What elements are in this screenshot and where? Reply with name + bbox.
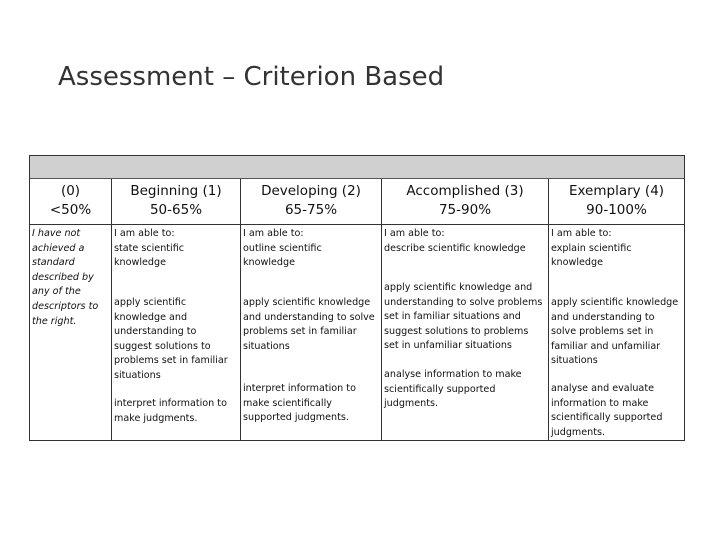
descriptor-cell: apply scientific knowledge and understanding to solve problems set in familiar situations	[243, 297, 375, 352]
descriptor-cell: interpret information to make scientifically supported judgments.	[243, 383, 356, 424]
column-header	[382, 179, 548, 225]
rubric-column-3	[382, 179, 549, 440]
rubric-table	[29, 155, 685, 441]
descriptor-cell: analyse and evaluate information to make scientifically supported judgments.	[551, 383, 663, 438]
descriptor-cell: I am able to: state scientific knowledge	[114, 228, 185, 269]
rubric-column-4	[549, 179, 684, 440]
level-label: Developing (2)	[261, 183, 361, 199]
level-range: 65-75%	[284, 202, 338, 218]
descriptor-cell: apply scientific knowledge and understanding to solve problems set in familiar situations and suggest solutions to problems set in unfamiliar situations	[384, 282, 543, 352]
level-range: 90-100%	[586, 202, 647, 218]
rubric-column-0	[30, 179, 112, 440]
descriptor-cell: I am able to: explain scientific knowledge	[551, 228, 632, 269]
descriptor-cell: apply scientific knowledge and understanding to solve problems set in familiar and unfamiliar situations	[551, 297, 679, 367]
level-range: 75-90%	[438, 202, 492, 218]
level-label: Accomplished (3)	[406, 183, 524, 199]
descriptor-cell: analyse information to make scientifically supported judgments.	[384, 369, 522, 410]
descriptor-cell: apply scientific knowledge and understanding to suggest solutions to problems set in familiar situations	[114, 297, 228, 381]
rubric-column-1	[112, 179, 241, 440]
level-range: 50-65%	[149, 202, 203, 218]
column-header	[30, 179, 111, 225]
level-label: Exemplary (4)	[568, 183, 665, 199]
column-header	[241, 179, 381, 225]
descriptor-cell: I have not achieved a standard described by any of the descriptors to the right.	[32, 228, 99, 327]
level-label: (0)	[60, 183, 81, 199]
level-range: <50%	[49, 202, 92, 218]
column-header	[112, 179, 240, 225]
table-header-bar	[30, 156, 684, 179]
slide-title: Assessment – Criterion Based	[58, 62, 445, 92]
rubric-column-2	[241, 179, 382, 440]
level-label: Beginning (1)	[130, 183, 222, 199]
descriptor-cell: interpret information to make judgments.	[114, 398, 227, 424]
column-header	[549, 179, 684, 225]
descriptor-cell: I am able to: describe scientific knowledge	[384, 228, 526, 254]
descriptor-cell: I am able to: outline scientific knowledge	[243, 228, 322, 269]
